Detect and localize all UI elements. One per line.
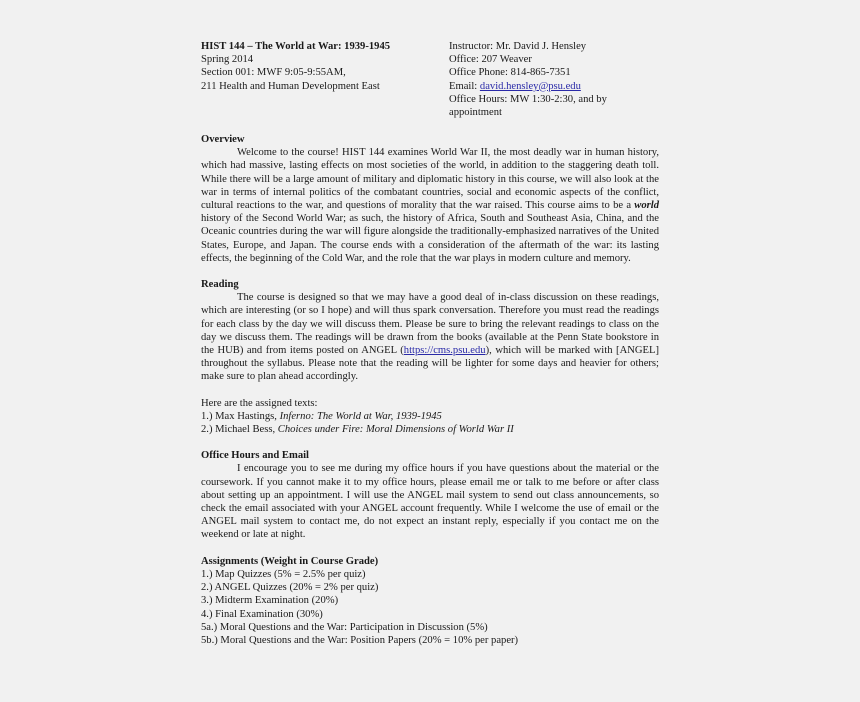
office-hours-line-2: appointment [449, 107, 502, 119]
text-item [201, 423, 659, 436]
course-location: 211 Health and Human Development East [201, 80, 380, 92]
assignment-item: 5b.) Moral Questions and the War: Position Papers (20% = 10% per paper) [201, 634, 519, 646]
office-hours-paragraph: I encourage you to see me during my office hours if you have questions about the material or the coursework. If you cannot make it to my office hours, please email me or talk to me before or after class about setting up an appointment. I will use the ANGEL mail system to send out class announcements, so check the email associated with your ANGEL account frequently. While I welcome the use of email or the ANGEL mail system to contact me, do not expect an instant reply, especially if you contact me on the weekend or late at night. [201, 463, 659, 541]
texts-section [201, 397, 659, 437]
overview-paragraph [201, 146, 659, 265]
overview-section [201, 133, 659, 265]
assignment-item: 3.) Midterm Examination (20%) [201, 595, 339, 607]
assignment-item: 5a.) Moral Questions and the War: Participation in Discussion (5%) [201, 621, 488, 633]
assignment-item: 1.) Map Quizzes (5% = 2.5% per quiz) [201, 568, 366, 580]
reading-text-2: ), which will be marked with [ANGEL] throughout the syllabus. Please note that the reading will be lighter for some days and heavier for others; make sure to plan ahead accordingly. [201, 345, 659, 383]
email-link[interactable]: david.hensley@psu.edu [479, 80, 581, 92]
angel-link[interactable]: https://cms.psu.edu [403, 345, 486, 357]
overview-text-1: Welcome to the course! HIST 144 examines World War II, the most deadly war in human history, which had massive, lasting effects on most societies of the world, in addition to the staggering death toll. While there will be a large amount of military and diplomatic history in this course, we will also look at the war in terms of internal politics of the combatant countries, social and economic aspects of the conflict, cultural reactions to the war, and questions of morality that the war raised. This course aims to be a [201, 147, 659, 212]
text-item-title: Choices under Fire: Moral Dimensions of World War II [277, 424, 514, 436]
course-info [201, 40, 441, 93]
instructor-email-line [449, 80, 654, 93]
course-title: HIST 144 – The World at War: 1939-1945 [201, 41, 391, 52]
instructor-phone: Office Phone: 814-865-7351 [449, 67, 571, 79]
office-hours-section [201, 449, 659, 541]
course-section: Section 001: MWF 9:05-9:55AM, [201, 67, 346, 79]
reading-heading: Reading [201, 279, 239, 291]
assignments-section [201, 555, 659, 647]
overview-heading: Overview [201, 134, 245, 145]
assignments-list [201, 568, 659, 647]
reading-section [201, 278, 659, 384]
instructor-info [449, 40, 654, 119]
text-item-title: Inferno: The World at War, 1939-1945 [279, 410, 442, 422]
text-item-prefix: 1.) Max Hastings, [201, 410, 280, 422]
reading-paragraph [201, 291, 659, 383]
assignment-item: 2.) ANGEL Quizzes (20% = 2% per quiz) [201, 582, 379, 594]
instructor-office: Office: 207 Weaver [449, 54, 532, 66]
instructor-name: Instructor: Mr. David J. Hensley [449, 41, 587, 52]
course-term: Spring 2014 [201, 54, 254, 66]
assignments-heading: Assignments (Weight in Course Grade) [201, 555, 379, 567]
reading-text-1: The course is designed so that we may have a good deal of in-class discussion on these readings, which are interesting (or so I hope) and will thus spark conversation. Therefore you must read the readings for each class by the day we will discuss them. Please be sure to bring the relevant readings to class on the day we discuss them. The readings will be drawn from the books (available at the Penn State bookstore in the HUB) and from items posted on ANGEL ( [201, 292, 659, 357]
email-label: Email: [449, 80, 480, 92]
assignment-item: 4.) Final Examination (30%) [201, 608, 323, 620]
office-hours-heading: Office Hours and Email [201, 450, 309, 462]
syllabus-body [201, 133, 659, 647]
text-item [201, 410, 659, 423]
text-item-prefix: 2.) Michael Bess, [201, 424, 278, 436]
texts-intro: Here are the assigned texts: [201, 397, 318, 409]
office-hours-line-1: Office Hours: MW 1:30-2:30, and by [449, 93, 607, 105]
overview-text-2: history of the Second World War; as such, the history of Africa, South and Southeast Asia, China, and the Oceanic countries during the war will figure alongside the traditionally-emphasized narratives of the United States, Europe, and Japan. The course ends with a consideration of the aftermath of the war: its lasting effects, the beginning of the Cold War, and the role that the war plays in modern culture and memory. [201, 213, 659, 264]
overview-emphasis: world [634, 200, 659, 212]
